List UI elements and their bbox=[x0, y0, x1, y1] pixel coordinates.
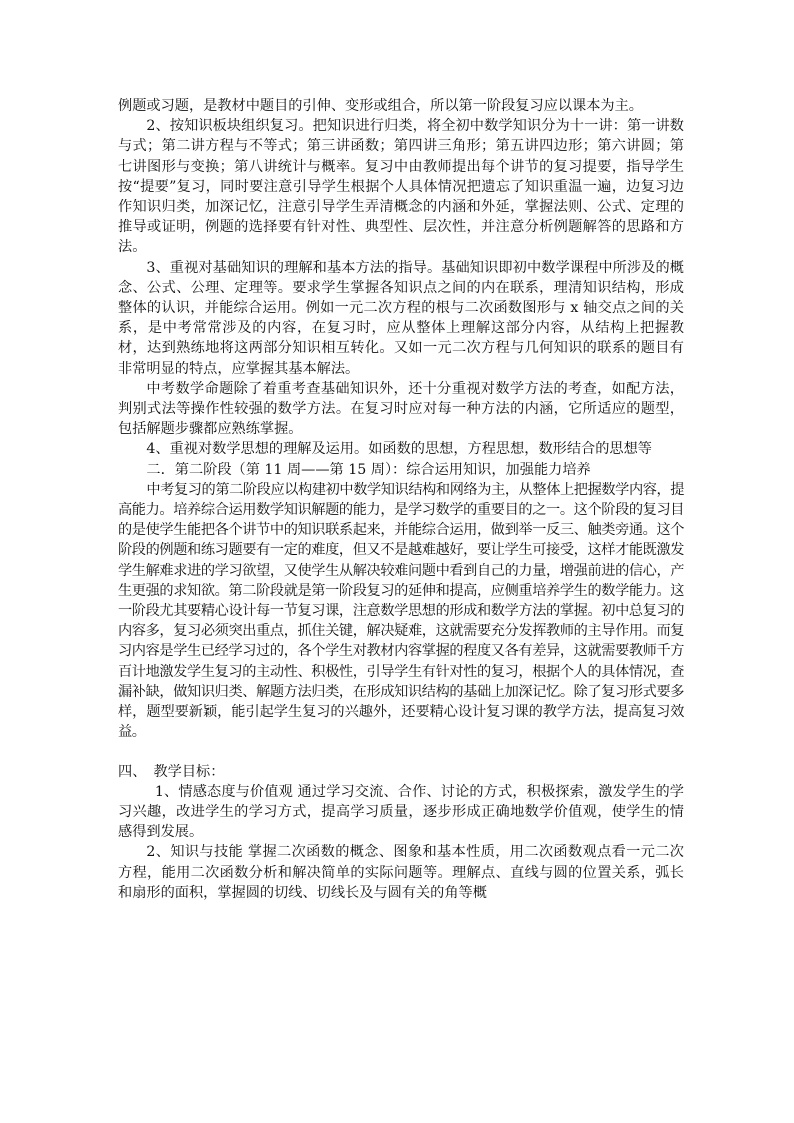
section-heading-teaching-goals: 四、 教学目标： bbox=[118, 763, 225, 780]
paragraph-goal-2: 2、知识与技能 掌握二次函数的概念、图象和基本性质，用二次函数观点看一元二次方程，能用二次函数分析和解决简单的实际问题等。理解点、直线与圆的位置关系，弧长和扇形的面积，掌握圆的切线、切线长及与圆有关的角等概 bbox=[118, 844, 684, 901]
paragraph-stage-two-body: 中考复习的第二阶段应以构建初中数学知识结构和网络为主，从整体上把握数学内容，提高能力。培养综合运用数学知识解题的能力，是学习数学的重要目的之一。这个阶段的复习目的是使学生能把各个讲节中的知识联系起来，并能综合运用，做到举一反三、触类旁通。这个阶段的例题和练习题要有一定的难度，但又不是越难越好，要让学生可接受，这样才能既激发学生解难求进的学习欲望，又使学生从解决较难问题中看到自己的力量，增强前进的信心，产生更强的求知欲。第二阶段就是第一阶段复习的延伸和提高，应侧重培养学生的数学能力。这一阶段尤其要精心设计每一节复习课，注意数学思想的形成和数学方法的掌握。初中总复习的内容多，复习必须突出重点，抓住关键，解决疑难，这就需要充分发挥教师的主导作用。而复习内容是学生已经学习过的，各个学生对教材内容掌握的程度又各有差异，这就需要教师千方百计地激发学生复习的主动性、积极性，引导学生有针对性的复习，根据个人的具体情况，查漏补缺，做知识归类、解题方法归类，在形成知识结构的基础上加深记忆。除了复习形式要多样，题型要新颖，能引起学生复习的兴趣外，还要精心设计复习课的教学方法，提高复习效益。 bbox=[118, 481, 684, 741]
paragraph-intro-continuation: 例题或习题，是教材中题目的引伸、变形或组合，所以第一阶段复习应以课本为主。 bbox=[118, 98, 643, 114]
document-body bbox=[118, 96, 684, 903]
paragraph-math-methods: 中考数学命题除了着重考查基础知识外，还十分重视对数学方法的考查，如配方法，判别式法等操作性较强的数学方法。在复习时应对每一种方法的内涵，它所适应的题型，包括解题步骤都应熟练掌握。 bbox=[118, 380, 684, 438]
paragraph-point-3: 3、重视对基础知识的理解和基本方法的指导。基础知识即初中数学课程中所涉及的概念、公式、公理、定理等。要求学生掌握各知识点之间的内在联系，理清知识结构，形成整体的认识，并能综合运用。例如一元二次方程的根与二次函数图形与 x 轴交点之间的关系，是中考常常涉及的内容，在复习时，应从整体上理解这部分内容，从结构上把握教材，达到熟练地将这两部分知识相互转化。又如一元二次方程与几何知识的联系的题目有非常明显的特点，应掌握其基本解法。 bbox=[118, 259, 684, 377]
paragraph-goal-1: 1、情感态度与价值观 通过学习交流、合作、讨论的方式，积极探索，激发学生的学习兴趣，改进学生的学习方式，提高学习质量，逐步形成正确地数学价值观，使学生的情感得到发展。 bbox=[118, 783, 684, 841]
paragraph-point-4: 4、重视对数学思想的理解及运用。如函数的思想，方程思想，数形结合的思想等 bbox=[146, 441, 652, 458]
paragraph-point-2: 2、按知识板块组织复习。把知识进行归类，将全初中数学知识分为十一讲：第一讲数与式；第二讲方程与不等式；第三讲函数；第四讲三角形；第五讲四边形；第六讲圆；第七讲图形与变换；第八讲统计与概率。复习中由教师提出每个讲节的复习提要，指导学生按“提要”复习，同时要注意引导学生根据个人具体情况把遗忘了知识重温一遍，边复习边作知识归类，加深记忆，注意引导学生弄清概念的内涵和外延，掌握法则、公式、定理的推导或证明，例题的选择要有针对性、典型性、层次性，并注意分析例题解答的思路和方法。 bbox=[118, 118, 684, 256]
section-heading-stage-two: 二．第二阶段（第 11 周——第 15 周）：综合运用知识，加强能力培养 bbox=[146, 461, 591, 478]
